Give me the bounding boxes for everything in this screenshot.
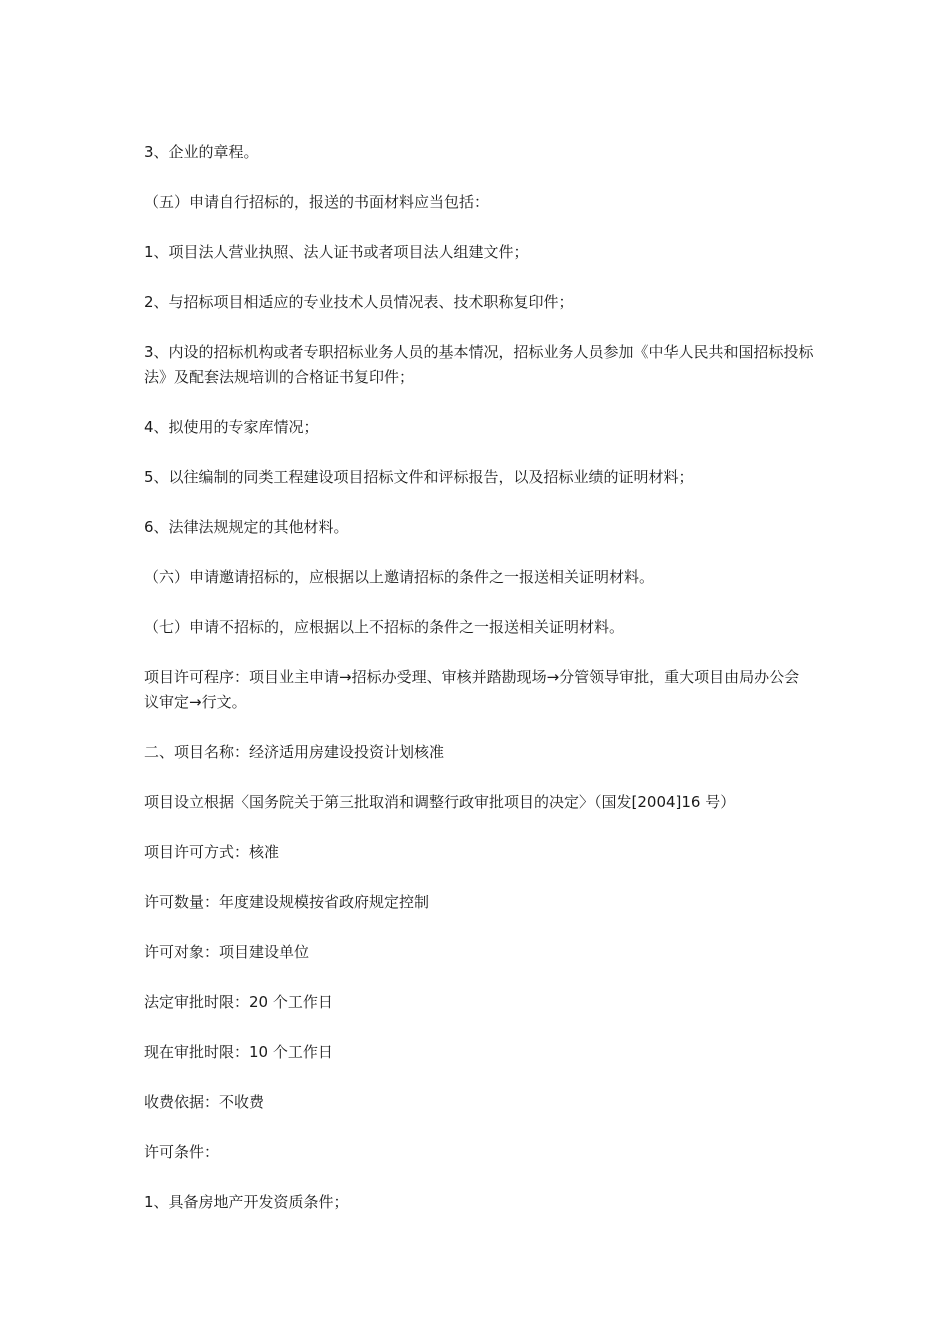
paragraph: （七）申请不招标的，应根据以上不招标的条件之一报送相关证明材料。 — [144, 618, 625, 636]
paragraph: 1、具备房地产开发资质条件； — [144, 1193, 349, 1211]
paragraph: 3、内设的招标机构或者专职招标业务人员的基本情况，招标业务人员参加《中华人民共和国招标投标法》及配套法规培训的合格证书复印件； — [144, 343, 814, 386]
paragraph: 许可数量：年度建设规模按省政府规定控制 — [144, 893, 430, 911]
paragraph: 6、法律法规规定的其他材料。 — [144, 518, 349, 536]
paragraph: 4、拟使用的专家库情况； — [144, 418, 319, 436]
paragraph: （六）申请邀请招标的，应根据以上邀请招标的条件之一报送相关证明材料。 — [144, 568, 655, 586]
paragraph: 2、与招标项目相适应的专业技术人员情况表、技术职称复印件； — [144, 293, 574, 311]
paragraph: 项目许可程序：项目业主申请→招标办受理、审核并踏勘现场→分管领导审批，重大项目由局办公会议审定→行文。 — [144, 668, 800, 711]
paragraph: 许可条件： — [144, 1143, 220, 1161]
document-body — [144, 140, 814, 1240]
paragraph: 3、企业的章程。 — [144, 143, 259, 161]
paragraph: 收费依据：不收费 — [144, 1093, 265, 1111]
paragraph: 5、以往编制的同类工程建设项目招标文件和评标报告，以及招标业绩的证明材料； — [144, 468, 694, 486]
paragraph: 项目设立根据〈国务院关于第三批取消和调整行政审批项目的决定〉（国发[2004]16 号） — [144, 793, 736, 811]
paragraph: 1、项目法人营业执照、法人证书或者项目法人组建文件； — [144, 243, 529, 261]
paragraph: 法定审批时限：20 个工作日 — [144, 993, 333, 1011]
paragraph: （五）申请自行招标的，报送的书面材料应当包括： — [144, 193, 490, 211]
paragraph: 项目许可方式：核准 — [144, 843, 280, 861]
paragraph: 许可对象：项目建设单位 — [144, 943, 310, 961]
paragraph: 现在审批时限：10 个工作日 — [144, 1043, 333, 1061]
section-heading: 二、项目名称：经济适用房建设投资计划核准 — [144, 743, 445, 761]
